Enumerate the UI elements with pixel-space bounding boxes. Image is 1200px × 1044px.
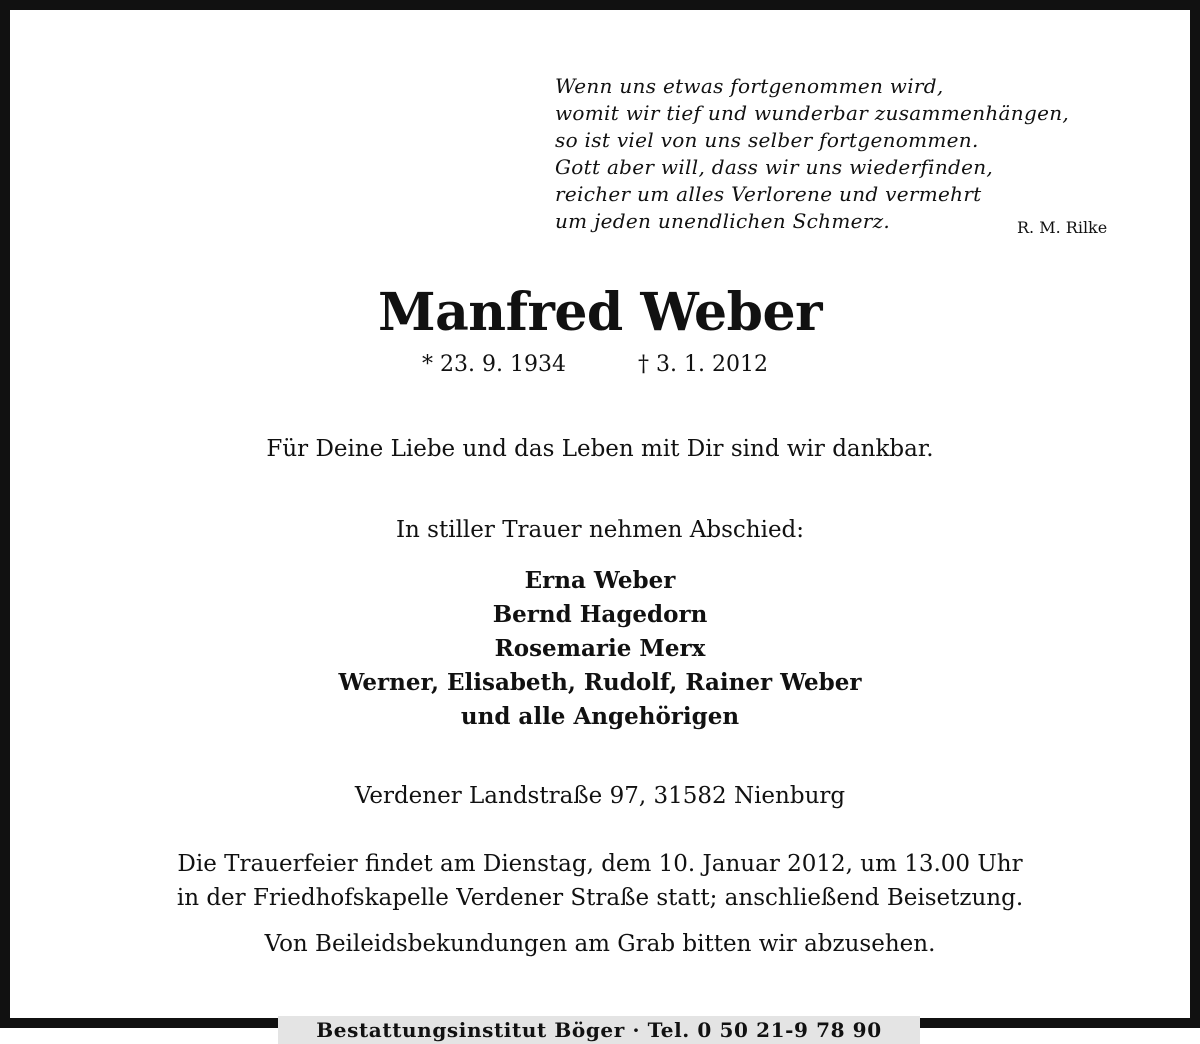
poem-line: Wenn uns etwas fortgenommen wird, — [555, 74, 944, 98]
mourning-intro: In stiller Trauer nehmen Abschied: — [395, 517, 805, 543]
funeral-home-footer: Bestattungsinstitut Böger · Tel. 0 50 21-9 78 90 — [278, 1016, 920, 1044]
mourner-name: Rosemarie Merx — [494, 635, 706, 662]
poem-line: reicher um alles Verlorene und vermehrt — [555, 182, 982, 206]
funeral-line: Die Trauerfeier findet am Dienstag, dem 10. Januar 2012, um 13.00 Uhr — [177, 851, 1023, 877]
mourner-name: Werner, Elisabeth, Rudolf, Rainer Weber — [338, 669, 862, 696]
poem-line: so ist viel von uns selber fortgenommen. — [555, 128, 979, 152]
mourner-name: Erna Weber — [524, 567, 676, 594]
birth-date: * 23. 9. 1934 — [422, 352, 566, 377]
death-date: † 3. 1. 2012 — [638, 352, 768, 377]
mourner-name: Bernd Hagedorn — [492, 601, 708, 628]
funeral-info — [0, 847, 1200, 915]
deceased-name: Manfred Weber — [378, 282, 822, 343]
poem-line: um jeden unendlichen Schmerz. — [555, 209, 891, 233]
poem-line: Gott aber will, dass wir uns wiederfinden, — [555, 155, 994, 179]
condolence-note: Von Beileidsbekundungen am Grab bitten wir abzusehen. — [264, 931, 936, 957]
mourner-name: und alle Angehörigen — [460, 703, 740, 730]
poem-author: R. M. Rilke — [1017, 218, 1108, 237]
thanks-line: Für Deine Liebe und das Leben mit Dir sind wir dankbar. — [266, 436, 934, 462]
poem — [555, 73, 1135, 235]
mourners-list — [0, 564, 1200, 734]
funeral-line: in der Friedhofskapelle Verdener Straße statt; anschließend Beisetzung. — [176, 885, 1024, 911]
poem-line: womit wir tief und wunderbar zusammenhängen, — [555, 101, 1070, 125]
address: Verdener Landstraße 97, 31582 Nienburg — [354, 783, 846, 809]
